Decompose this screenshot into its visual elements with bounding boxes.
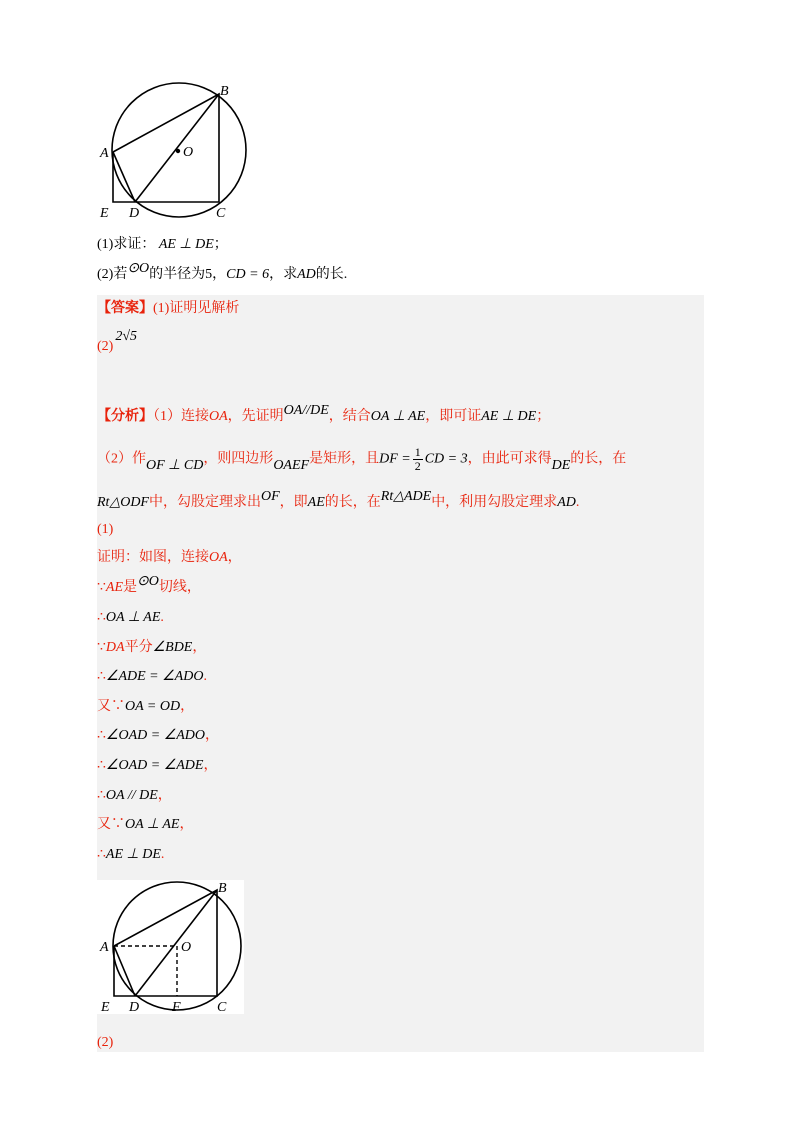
analysis-text: . <box>575 495 580 510</box>
solution-math: OA <box>209 550 228 565</box>
answer-part1-text: (1)证明见解析 <box>153 301 240 316</box>
solution-math: ∠BDE <box>152 640 193 655</box>
question-2 <box>97 261 348 284</box>
analysis-math: OA ⊥ AE <box>370 409 426 424</box>
analysis-math: Rt△ODF <box>97 495 149 510</box>
analysis-math: AE <box>307 495 325 510</box>
solution-math: ∠ADE = ∠ADO <box>105 669 204 684</box>
label-d: D <box>129 206 140 220</box>
solution-text: 证明：如图，连接 <box>97 550 209 565</box>
q2-mid: 的半径为5， <box>149 267 227 282</box>
analysis-line-3 <box>97 489 580 512</box>
fraction-den: 2 <box>414 459 421 473</box>
solution-math: OA // DE <box>105 788 158 803</box>
label-d: D <box>129 1000 140 1014</box>
segment-bd <box>135 890 217 996</box>
solution-text: ∵ <box>97 580 106 595</box>
solution-text: 又∵ <box>97 699 125 714</box>
analysis-text: 中，利用勾股定理求 <box>431 495 558 510</box>
analysis-text: ，由此可求得 <box>467 451 552 467</box>
solution-math: AE <box>105 580 124 595</box>
label-b: B <box>218 881 227 896</box>
analysis-text: （2）作 <box>97 451 146 467</box>
solution-text: ∴ <box>97 847 106 862</box>
quad-edges <box>114 890 217 996</box>
solution-text: ， <box>203 758 218 773</box>
q2-cd: CD = 6 <box>226 267 270 282</box>
analysis-math: AE ⊥ DE <box>481 409 537 424</box>
solution-text: 是 <box>123 580 138 595</box>
label-e: E <box>101 1000 110 1014</box>
solution-step-10 <box>97 816 193 834</box>
solution-text: ， <box>192 640 207 655</box>
solution-math: OA ⊥ AE <box>125 817 180 832</box>
q2-mid2: ，求 <box>269 267 298 282</box>
solution-text: ， <box>157 788 172 803</box>
solution-text: ∴ <box>97 728 106 743</box>
answer-tag: 【答案】 <box>97 301 153 316</box>
solution-step-5 <box>97 668 207 686</box>
solution-math: DA <box>105 640 125 655</box>
segment-bd <box>135 94 219 202</box>
geometry-figure-2 <box>97 880 244 1014</box>
solution-math: OA = OD <box>125 699 181 714</box>
analysis-text: ； <box>536 409 551 424</box>
label-b: B <box>220 84 229 99</box>
label-c: C <box>216 206 226 220</box>
analysis-math: CD = 3 <box>424 451 468 467</box>
label-c: C <box>217 1000 227 1014</box>
analysis-line-2 <box>97 446 626 476</box>
label-a: A <box>100 940 109 955</box>
analysis-math: AD <box>557 495 576 510</box>
analysis-text: （1）连接 <box>153 409 209 424</box>
solution-step-4 <box>97 639 206 657</box>
quad-edges <box>113 94 219 202</box>
solution-text: ∴ <box>97 610 106 625</box>
label-o: O <box>183 145 194 160</box>
analysis-math: OF ⊥ CD <box>146 457 204 473</box>
solution-text: 平分 <box>124 640 153 655</box>
analysis-math: Rt△ADE <box>380 489 432 504</box>
analysis-text: ，结合 <box>328 409 371 424</box>
analysis-math: OF <box>260 489 280 504</box>
solution-step-9 <box>97 787 172 805</box>
analysis-math: OA//DE <box>283 403 329 418</box>
q2-suffix: 的长. <box>315 267 348 282</box>
analysis-text: 是矩形，且 <box>309 451 380 467</box>
solution-math: ⊙O <box>137 574 159 589</box>
analysis-text: ，即可证 <box>425 409 482 424</box>
label-e: E <box>100 206 109 220</box>
solution-text: ， <box>205 728 220 743</box>
solution-text: . <box>203 669 207 684</box>
solution-text: ∴ <box>97 669 106 684</box>
answer-part2-value: 2√5 <box>115 329 138 344</box>
analysis-math: OAEF <box>273 457 310 473</box>
solution-text: ∴ <box>97 758 106 773</box>
analysis-text: ，即 <box>279 495 308 510</box>
solution-text: ， <box>179 817 194 832</box>
label-f: F <box>172 1000 181 1014</box>
solution-text: 切线， <box>158 580 201 595</box>
analysis-text: ，则四边形 <box>203 451 274 467</box>
q2-prefix: (2)若 <box>97 267 128 282</box>
analysis-text: 中，勾股定理求出 <box>148 495 261 510</box>
label-o: O <box>181 940 192 955</box>
analysis-math: DE <box>551 457 571 473</box>
analysis-tag: 【分析】 <box>97 409 153 424</box>
analysis-math: DF = <box>379 451 411 467</box>
solution-math: AE ⊥ DE <box>105 847 161 862</box>
solution-text: . <box>160 610 164 625</box>
q1-suffix: ； <box>213 237 228 252</box>
solution-text: ∴ <box>97 788 106 803</box>
label-a: A <box>100 146 109 161</box>
answer-part1 <box>97 300 239 318</box>
q1-prefix: (1)求证： <box>97 237 156 252</box>
q2-circle: ⊙O <box>127 261 150 276</box>
solution-text: 又∵ <box>97 817 125 832</box>
q2-ad: AD <box>297 267 316 282</box>
segment-ad <box>113 152 135 202</box>
solution-step-2 <box>97 574 201 597</box>
solution-step-7 <box>97 727 219 745</box>
answer-part2 <box>97 329 138 356</box>
geometry-figure-1 <box>95 82 255 220</box>
solution-text: ， <box>227 550 242 565</box>
fraction-num: 1 <box>414 445 421 459</box>
fraction-half <box>413 446 423 473</box>
solution-step-8 <box>97 757 217 775</box>
solution-part1-label: (1) <box>97 522 114 537</box>
answer-part2-label: (2) <box>97 339 114 354</box>
analysis-text: 的长，在 <box>570 451 627 467</box>
solution-step-11 <box>97 846 164 864</box>
analysis-text: 的长，在 <box>324 495 381 510</box>
solution-text: . <box>160 847 165 862</box>
question-1 <box>97 236 228 254</box>
solution-text: ∵ <box>97 640 106 655</box>
solution-text: ， <box>180 699 195 714</box>
analysis-text: ，先证明 <box>227 409 284 424</box>
solution-step-1 <box>97 549 242 567</box>
segment-ad <box>114 946 135 996</box>
analysis-line-1 <box>97 403 551 426</box>
solution-step-6 <box>97 698 194 716</box>
solution-math: OA ⊥ AE <box>105 610 161 625</box>
q1-math: AE ⊥ DE <box>158 237 214 252</box>
solution-step-3 <box>97 609 164 627</box>
center-point <box>176 149 180 153</box>
solution-math: ∠OAD = ∠ADE <box>105 758 204 773</box>
solution-part2-label: (2) <box>97 1035 114 1050</box>
analysis-math: OA <box>209 409 228 424</box>
solution-math: ∠OAD = ∠ADO <box>105 728 206 743</box>
